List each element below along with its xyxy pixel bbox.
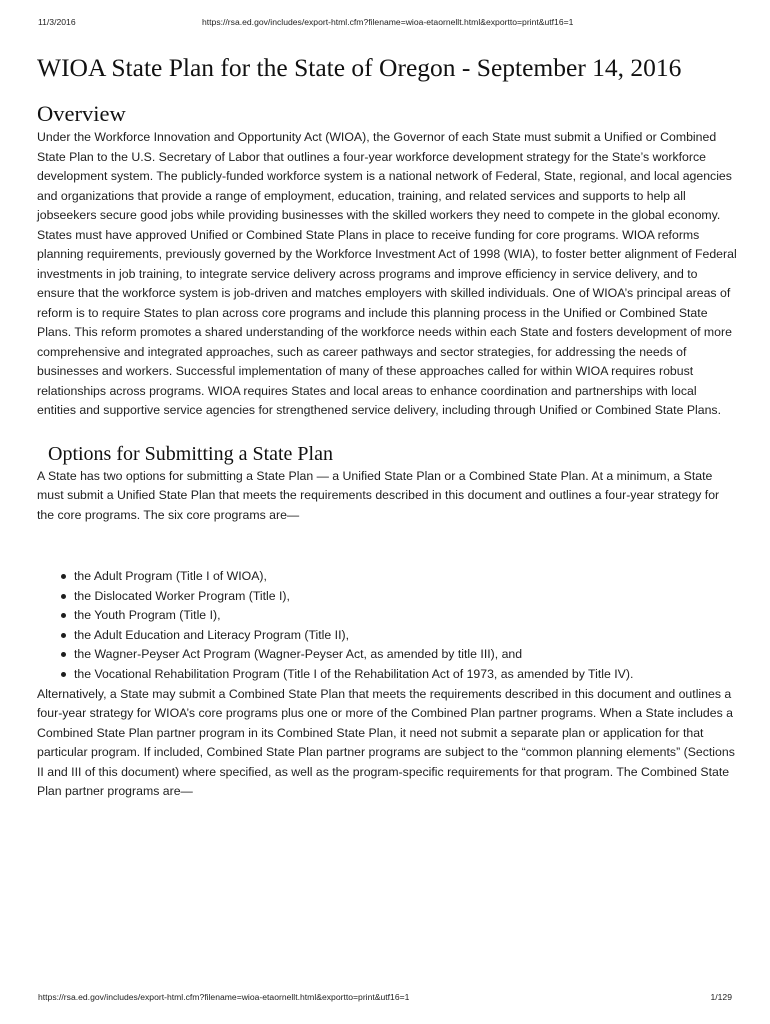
bullet-icon: [61, 672, 66, 677]
bullet-icon: [61, 613, 66, 618]
bullet-icon: [61, 652, 66, 657]
list-item-text: the Vocational Rehabilitation Program (Title I of the Rehabilitation Act of 1973, as amended by Title IV).: [74, 666, 634, 681]
list-item: [37, 606, 737, 626]
list-item-text: the Youth Program (Title I),: [74, 608, 221, 623]
core-programs-list: [37, 567, 737, 685]
list-item: [37, 567, 737, 587]
list-item-text: the Adult Program (Title I of WIOA),: [74, 569, 267, 583]
list-item: [37, 665, 737, 685]
options-paragraph: A State has two options for submitting a State Plan — a Unified State Plan or a Combined State Plan. At a minimum, a State must submit a Unified State Plan that meets the requirements described in this document and outlines a four-year strategy for the core programs. The six core programs are—: [37, 468, 720, 522]
footer-url: https://rsa.ed.gov/includes/export-html.cfm?filename=wioa-etaornellt.html&exportto=print&utf16=1: [38, 992, 410, 1002]
list-item: [37, 626, 737, 646]
list-item-text: the Dislocated Worker Program (Title I),: [74, 588, 290, 603]
print-date: 11/3/2016: [38, 17, 76, 27]
overview-heading: Overview: [37, 101, 126, 126]
alternative-paragraph: Alternatively, a State may submit a Combined State Plan that meets the requirements described in this document and outlines a four-year strategy for WIOA’s core programs plus one or more of the Combined Plan partner programs. When a State includes a Combined State Plan partner program in its Combined State Plan, it need not submit a separate plan or application for that particular program. If included, Combined State Plan partner programs are subject to the “common planning elements” (Sections II and III of this document) where specified, as well as the program-specific requirements for that program. The Combined State Plan partner programs are—: [37, 686, 735, 799]
print-header: [38, 17, 732, 31]
bullet-icon: [61, 594, 66, 599]
document-body: [37, 52, 737, 802]
list-item-text: the Adult Education and Literacy Program (Title II),: [74, 627, 349, 642]
overview-paragraph: Under the Workforce Innovation and Opportunity Act (WIOA), the Governor of each State must submit a Unified or Combined State Plan to the U.S. Secretary of Labor that outlines a four-year workforce development strategy for the State’s workforce development system. The publicly-funded workforce system is a national network of Federal, State, regional, and local agencies and organizations that provide a range of employment, education, training, and related services and supports to help all jobseekers secure good jobs while providing businesses with the skilled workers they need to compete in the global economy. States must have approved Unified or Combined State Plans in place to receive funding for core programs. WIOA reforms planning requirements, previously governed by the Workforce Investment Act of 1998 (WIA), to foster better alignment of Federal investments in job training, to integrate service delivery across programs and improve efficiency in service delivery, and to ensure that the workforce system is job-driven and matches employers with skilled individuals. One of WIOA’s principal areas of reform is to require States to plan across core programs and include this planning process in the Unified or Combined State Plans. This reform promotes a shared understanding of the workforce needs within each State and fosters development of more comprehensive and integrated approaches, such as career pathways and sector strategies, for addressing the needs of businesses and workers. Successful implementation of many of these approaches called for within WIOA requires robust relationships across programs. WIOA requires States and local areas to enhance coordination and partnerships with local entities and supportive service agencies for strengthened service delivery, including through Unified or Combined State Plans.: [37, 130, 737, 417]
print-footer: [38, 992, 732, 1006]
page-number: 1/129: [710, 992, 732, 1002]
options-heading: Options for Submitting a State Plan: [48, 442, 333, 465]
document-title: WIOA State Plan for the State of Oregon - September 14, 2016: [37, 53, 682, 82]
bullet-icon: [61, 574, 66, 579]
list-item: [37, 587, 737, 607]
bullet-icon: [61, 633, 66, 638]
list-item: [37, 645, 737, 665]
print-url: https://rsa.ed.gov/includes/export-html.cfm?filename=wioa-etaornellt.html&exportto=print&utf16=1: [202, 17, 574, 27]
list-item-text: the Wagner-Peyser Act Program (Wagner-Peyser Act, as amended by title III), and: [74, 647, 523, 662]
